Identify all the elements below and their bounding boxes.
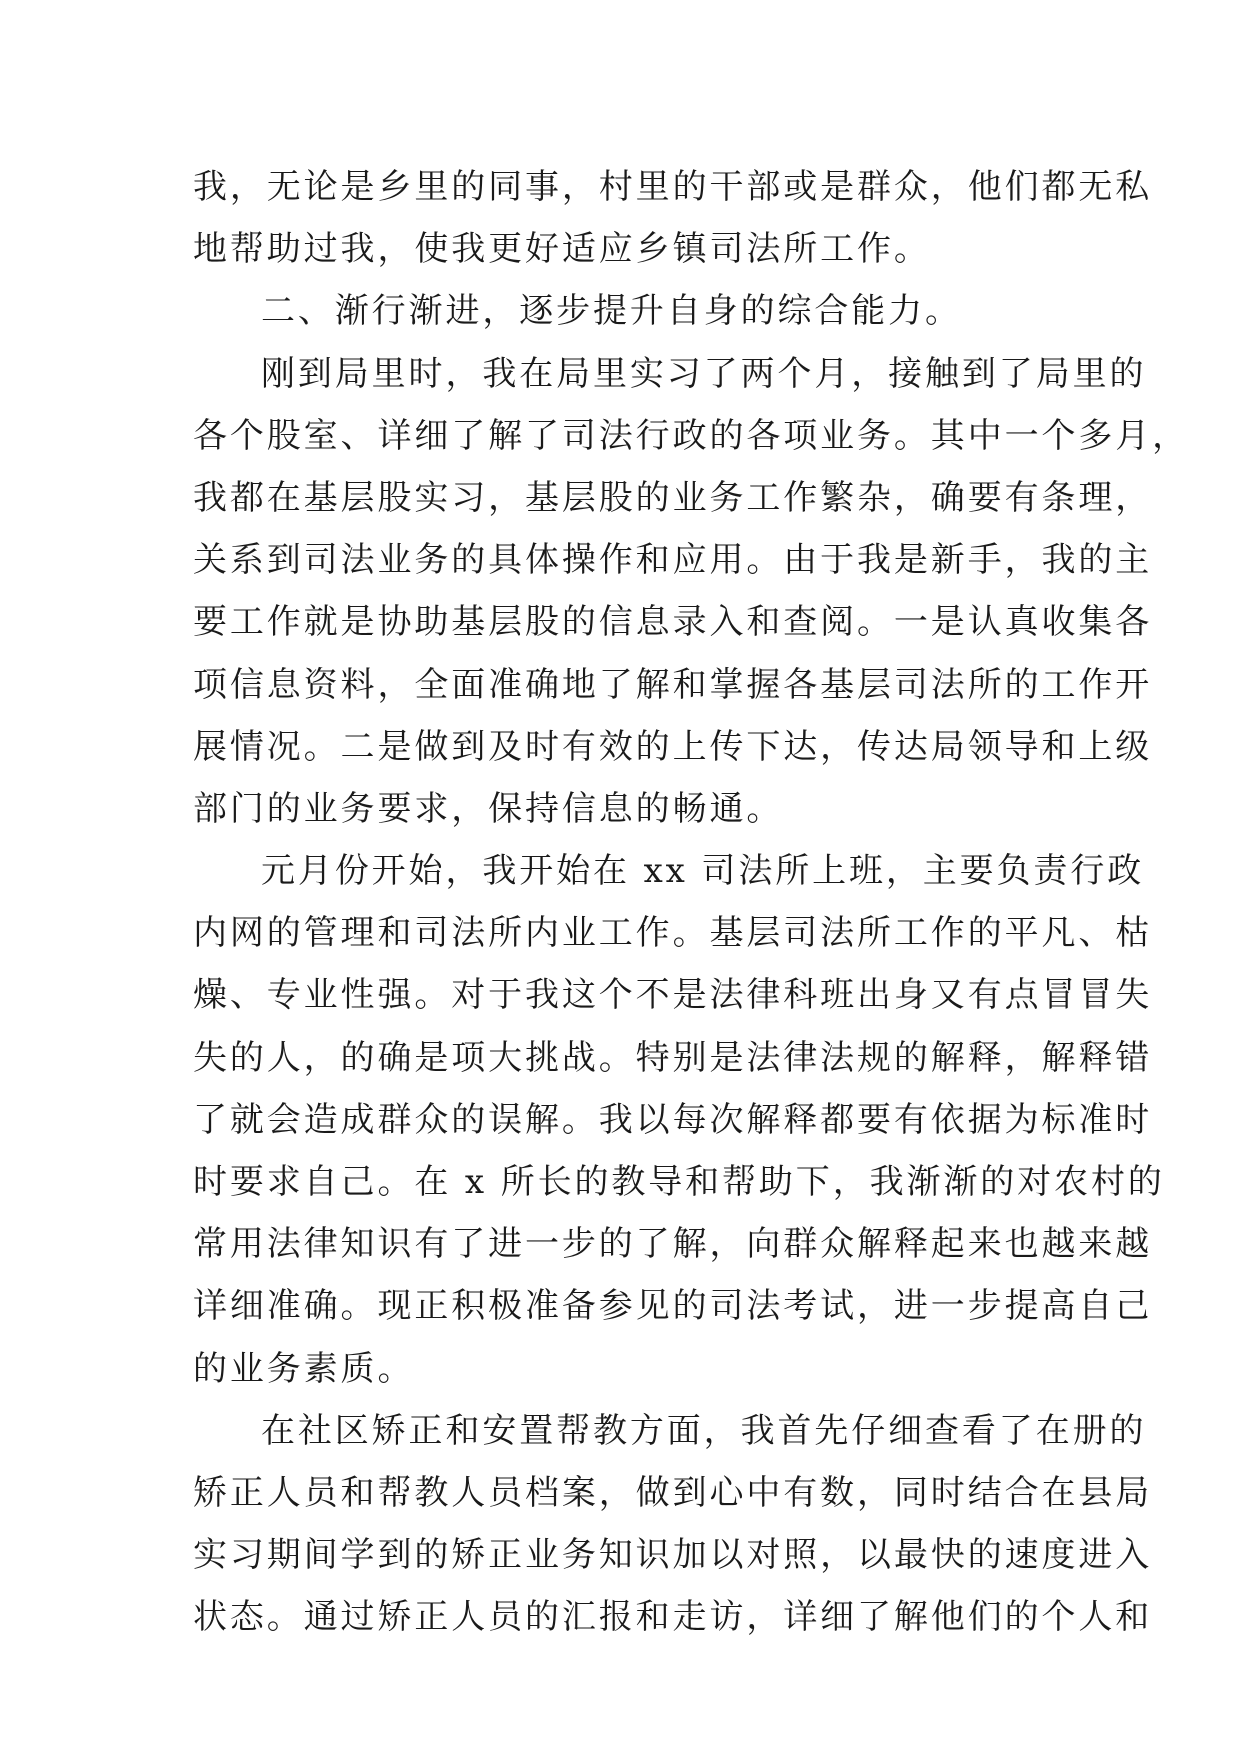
text-line: 部门的业务要求，保持信息的畅通。 — [193, 788, 784, 829]
text-line: 状态。通过矫正人员的汇报和走访，详细了解他们的个人和 — [193, 1597, 1153, 1638]
text-line: 常用法律知识有了进一步的了解，向群众解释起来也越来越 — [193, 1224, 1153, 1265]
text-line: 地帮助过我，使我更好适应乡镇司法所工作。 — [193, 229, 931, 270]
text-line: 关系到司法业务的具体操作和应用。由于我是新手，我的主 — [193, 540, 1153, 581]
text-line: 各个股室、详细了解了司法行政的各项业务。其中一个多月， — [193, 415, 1190, 456]
paragraph-1 — [193, 156, 1153, 280]
text-line: 元月份开始，我开始在 xx 司法所上班，主要负责行政 — [261, 851, 1145, 892]
document-body — [193, 156, 1190, 1649]
text-line: 了就会造成群众的误解。我以每次解释都要有依据为标准时 — [193, 1099, 1153, 1140]
paragraph-3 — [193, 343, 1190, 841]
text-line: 在社区矫正和安置帮教方面，我首先仔细查看了在册的 — [261, 1410, 1147, 1451]
section-heading — [193, 280, 1053, 342]
text-line: 的业务素质。 — [193, 1348, 415, 1389]
text-line: 时要求自己。在 x 所长的教导和帮助下，我渐渐的对农村的 — [193, 1162, 1165, 1202]
text-line: 项信息资料，全面准确地了解和掌握各基层司法所的工作开 — [193, 664, 1153, 705]
text-line: 我都在基层股实习，基层股的业务工作繁杂，确要有条理， — [193, 477, 1153, 518]
text-line: 实习期间学到的矫正业务知识加以对照，以最快的速度进入 — [193, 1535, 1153, 1576]
paragraph-4 — [193, 840, 1165, 1400]
text-line: 失的人，的确是项大挑战。特别是法律法规的解释，解释错 — [193, 1037, 1153, 1078]
text-line: 二、渐行渐进，逐步提升自身的综合能力。 — [261, 291, 962, 332]
text-line: 矫正人员和帮教人员档案，做到心中有数，同时结合在县局 — [193, 1472, 1153, 1513]
text-line: 刚到局里时，我在局里实习了两个月，接触到了局里的 — [261, 353, 1147, 394]
text-line: 详细准确。现正积极准备参见的司法考试，进一步提高自己 — [193, 1286, 1153, 1327]
text-line: 燥、专业性强。对于我这个不是法律科班出身又有点冒冒失 — [193, 975, 1153, 1016]
text-line: 展情况。二是做到及时有效的上传下达，传达局领导和上级 — [193, 726, 1153, 767]
text-line: 要工作就是协助基层股的信息录入和查阅。一是认真收集各 — [193, 602, 1153, 643]
text-line: 内网的管理和司法所内业工作。基层司法所工作的平凡、枯 — [193, 913, 1153, 954]
text-line: 我，无论是乡里的同事，村里的干部或是群众，他们都无私 — [193, 167, 1153, 207]
paragraph-5 — [193, 1400, 1153, 1649]
